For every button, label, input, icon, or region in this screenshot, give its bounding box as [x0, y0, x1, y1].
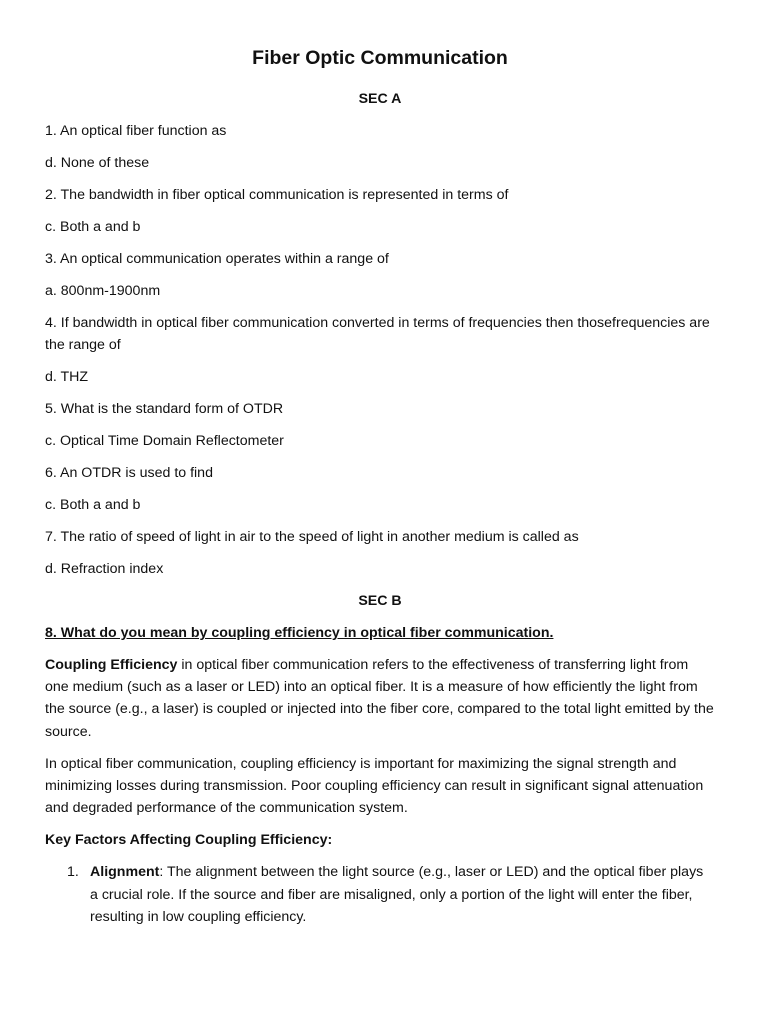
question-4: 4. If bandwidth in optical fiber communication converted in terms of frequencies then thosefrequencies are the range of	[45, 315, 710, 353]
section-a-list	[45, 120, 715, 580]
question-1: 1. An optical fiber function as	[45, 123, 227, 139]
list-item-number: 1.	[67, 864, 79, 881]
question-2: 2. The bandwidth in fiber optical communication is represented in terms of	[45, 187, 509, 203]
question-5: 5. What is the standard form of OTDR	[45, 401, 284, 417]
coupling-efficiency-paragraph	[45, 654, 715, 743]
list-item-text	[90, 861, 715, 928]
coupling-efficiency-definition: in optical fiber communication refers to the effectiveness of transferring light from one medium (such as a laser or LED) into an optical fiber. It is a measure of how efficiently the light from the source (e.g., a laser) is coupled or injected into the fiber core, compared to the total light emitted by the source.	[45, 657, 714, 740]
document-page	[45, 44, 715, 928]
question-3: 3. An optical communication operates within a range of	[45, 251, 389, 267]
coupling-efficiency-term: Coupling Efficiency	[45, 657, 178, 673]
answer-3: a. 800nm-1900nm	[45, 283, 161, 299]
section-b-heading: SEC B	[358, 593, 402, 609]
answer-1: d. None of these	[45, 155, 150, 171]
answer-2: c. Both a and b	[45, 219, 141, 235]
answer-6: c. Both a and b	[45, 497, 141, 513]
list-item-description: : The alignment between the light source (e.g., laser or LED) and the optical fiber plays a crucial role. If the source and fiber are misaligned, only a portion of the light will enter the fiber, resulting in low coupling efficiency.	[90, 864, 704, 925]
section-a-heading: SEC A	[358, 91, 402, 107]
document-title: Fiber Optic Communication	[252, 47, 508, 69]
key-factors-heading: Key Factors Affecting Coupling Efficiency:	[45, 832, 333, 849]
question-8: 8. What do you mean by coupling efficiency in optical fiber communication.	[45, 625, 554, 641]
answer-4: d. THZ	[45, 369, 89, 385]
question-6: 6. An OTDR is used to find	[45, 465, 213, 481]
key-factors-list	[45, 861, 715, 928]
answer-7: d. Refraction index	[45, 561, 164, 577]
importance-paragraph: In optical fiber communication, coupling efficiency is important for maximizing the signal strength and minimizing losses during transmission. Poor coupling efficiency can result in significant signal attenuation and degraded performance of the communication system.	[45, 755, 704, 817]
list-item-term: Alignment	[90, 864, 160, 881]
answer-5: c. Optical Time Domain Reflectometer	[45, 433, 284, 449]
question-7: 7. The ratio of speed of light in air to the speed of light in another medium is called as	[45, 529, 579, 545]
list-item	[45, 861, 715, 928]
